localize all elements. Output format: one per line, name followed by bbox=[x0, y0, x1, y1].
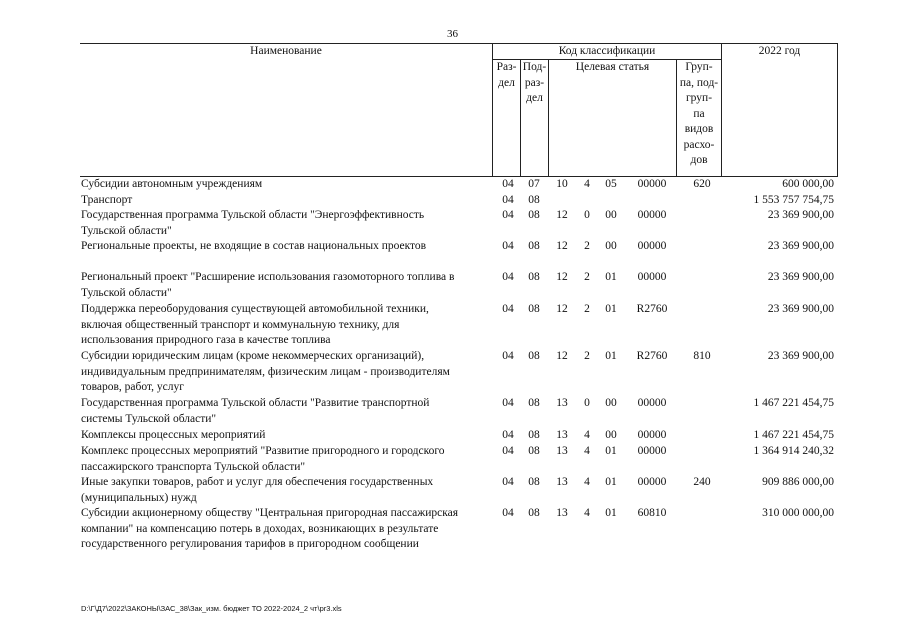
row-razd: 04 bbox=[502, 429, 514, 441]
row-podr: 08 bbox=[528, 240, 540, 252]
row-name-line: Поддержка переоборудования существующей автомобильной техники, bbox=[81, 303, 429, 315]
row-prog: 13 bbox=[556, 507, 568, 519]
header-subsection bbox=[521, 60, 548, 107]
row-dir: 60810 bbox=[637, 507, 667, 519]
row-name-line: Иные закупки товаров, работ и услуг для обеспечения государственных bbox=[81, 476, 434, 488]
header-group-line: Груп- bbox=[685, 61, 713, 73]
row-name-line: использования природного газа в качестве топлива bbox=[81, 334, 331, 346]
header-subsection-line: дел bbox=[526, 92, 543, 104]
row-sub: 0 bbox=[584, 209, 590, 221]
header-subsection-line: Под- bbox=[522, 61, 547, 73]
row-name bbox=[81, 444, 491, 475]
row-name-line: Транспорт bbox=[81, 194, 133, 206]
row-vid: 240 bbox=[693, 476, 711, 488]
row-name-line: Субсидии автономным учреждениям bbox=[81, 178, 263, 190]
row-name-line: включая общественный транспорт и коммунальную технику, для bbox=[81, 318, 400, 331]
file-path-footer: D:\Г\Д7\2022\ЗАКОНЫ\ЗАС_38\Зак_изм. бюджет ТО 2022-2024_2 чт\pr3.xls bbox=[81, 604, 342, 613]
page-number: 36 bbox=[447, 28, 458, 40]
row-sub: 2 bbox=[584, 350, 590, 362]
row-dir: R2760 bbox=[636, 303, 668, 315]
row-main: 00 bbox=[605, 209, 617, 221]
header-group-line: видов bbox=[684, 123, 714, 135]
row-podr: 08 bbox=[528, 271, 540, 283]
row-name bbox=[81, 193, 491, 209]
row-sub: 2 bbox=[584, 240, 590, 252]
row-dir: 00000 bbox=[637, 429, 667, 441]
row-name-line: товаров, работ, услуг bbox=[81, 381, 184, 393]
row-sum: 23 369 900,00 bbox=[767, 271, 834, 283]
row-sum: 1 467 221 454,75 bbox=[753, 429, 834, 441]
row-razd: 04 bbox=[502, 271, 514, 283]
row-name bbox=[81, 428, 491, 444]
row-razd: 04 bbox=[502, 476, 514, 488]
row-sub: 2 bbox=[584, 303, 590, 315]
header-code: Код классификации bbox=[558, 45, 656, 57]
row-name-line: Субсидии юридическим лицам (кроме некоммерческих организаций), bbox=[81, 350, 425, 362]
row-prog: 13 bbox=[556, 429, 568, 441]
header-target: Целевая статья bbox=[575, 61, 650, 73]
row-prog: 12 bbox=[556, 271, 568, 283]
row-name-line: Государственная программа Тульской области "Развитие транспортной bbox=[81, 397, 430, 409]
row-name-line: Региональный проект "Расширение использования газомоторного топлива в bbox=[81, 271, 455, 283]
row-sum: 23 369 900,00 bbox=[767, 209, 834, 221]
header-subsection-line: раз- bbox=[524, 76, 545, 89]
row-name bbox=[81, 270, 491, 301]
header-year: 2022 год bbox=[758, 45, 801, 57]
row-podr: 08 bbox=[528, 507, 540, 519]
row-razd: 04 bbox=[502, 194, 514, 206]
row-name-line: (муниципальных) нужд bbox=[81, 491, 197, 504]
row-prog: 12 bbox=[556, 240, 568, 252]
row-name-line: Комплекс процессных мероприятий "Развитие пригородного и городского bbox=[81, 445, 445, 457]
vline-year bbox=[721, 43, 722, 177]
vline-right bbox=[837, 43, 838, 177]
header-section-line: Раз- bbox=[496, 61, 517, 73]
header-name: Наименование bbox=[250, 45, 322, 57]
row-name-line: государственного регулирования тарифов в пригородном сообщении bbox=[81, 538, 419, 550]
row-name bbox=[81, 475, 491, 506]
row-name-line: Государственная программа Тульской области "Энергоэффективность bbox=[81, 209, 425, 221]
vline-podr bbox=[548, 59, 549, 177]
row-podr: 07 bbox=[528, 178, 540, 190]
row-name-line: компании" на компенсацию потерь в доходах, возникающих в результате bbox=[81, 522, 439, 535]
row-dir: 00000 bbox=[637, 476, 667, 488]
row-name bbox=[81, 302, 491, 349]
row-razd: 04 bbox=[502, 350, 514, 362]
row-sub: 2 bbox=[584, 271, 590, 283]
row-dir: 00000 bbox=[637, 397, 667, 409]
row-sum: 1 467 221 454,75 bbox=[753, 397, 834, 409]
row-main: 01 bbox=[605, 476, 617, 488]
row-podr: 08 bbox=[528, 209, 540, 221]
row-podr: 08 bbox=[528, 194, 540, 206]
row-prog: 10 bbox=[556, 178, 568, 190]
row-name bbox=[81, 396, 491, 427]
row-podr: 08 bbox=[528, 445, 540, 457]
row-razd: 04 bbox=[502, 209, 514, 221]
row-main: 01 bbox=[605, 507, 617, 519]
row-sub: 4 bbox=[584, 429, 590, 441]
row-vid: 620 bbox=[693, 178, 711, 190]
row-razd: 04 bbox=[502, 397, 514, 409]
row-name bbox=[81, 208, 491, 239]
row-name-line: Комплексы процессных мероприятий bbox=[81, 429, 266, 441]
row-vid: 810 bbox=[693, 350, 711, 362]
header-group-line: па, под- bbox=[679, 76, 719, 89]
row-dir: 00000 bbox=[637, 209, 667, 221]
row-sub: 4 bbox=[584, 445, 590, 457]
row-main: 01 bbox=[605, 271, 617, 283]
row-dir: 00000 bbox=[637, 271, 667, 283]
row-dir: R2760 bbox=[636, 350, 668, 362]
row-sum: 1 553 757 754,75 bbox=[753, 194, 834, 206]
row-prog: 13 bbox=[556, 476, 568, 488]
row-razd: 04 bbox=[502, 178, 514, 190]
row-podr: 08 bbox=[528, 397, 540, 409]
row-podr: 08 bbox=[528, 350, 540, 362]
row-name bbox=[81, 239, 491, 255]
header-group-line: дов bbox=[690, 154, 708, 166]
row-prog: 12 bbox=[556, 209, 568, 221]
header-group-line: па bbox=[693, 107, 705, 120]
row-main: 00 bbox=[605, 397, 617, 409]
header-group-line: расхо- bbox=[683, 138, 715, 151]
row-name-line: системы Тульской области" bbox=[81, 412, 217, 425]
row-sum: 1 364 914 240,32 bbox=[753, 445, 834, 457]
row-prog: 13 bbox=[556, 397, 568, 409]
row-podr: 08 bbox=[528, 476, 540, 488]
row-sum: 23 369 900,00 bbox=[767, 350, 834, 362]
row-sum: 310 000 000,00 bbox=[762, 507, 834, 519]
row-sub: 4 bbox=[584, 507, 590, 519]
row-razd: 04 bbox=[502, 303, 514, 315]
row-razd: 04 bbox=[502, 240, 514, 252]
row-name bbox=[81, 506, 491, 553]
header-section bbox=[493, 60, 520, 91]
row-razd: 04 bbox=[502, 445, 514, 457]
header-group-line: груп- bbox=[685, 92, 713, 104]
row-prog: 12 bbox=[556, 303, 568, 315]
row-main: 01 bbox=[605, 303, 617, 315]
row-podr: 08 bbox=[528, 303, 540, 315]
row-name-line: пассажирского транспорта Тульской области" bbox=[81, 460, 306, 473]
row-name-line: Тульской области" bbox=[81, 224, 172, 237]
row-razd: 04 bbox=[502, 507, 514, 519]
row-sub: 0 bbox=[584, 397, 590, 409]
row-main: 01 bbox=[605, 445, 617, 457]
header-group bbox=[677, 60, 721, 169]
row-sub: 4 bbox=[584, 476, 590, 488]
row-name-line: Региональные проекты, не входящие в состав национальных проектов bbox=[81, 240, 427, 252]
row-main: 05 bbox=[605, 178, 617, 190]
row-prog: 13 bbox=[556, 445, 568, 457]
row-sub: 4 bbox=[584, 178, 590, 190]
row-name-line: Тульской области" bbox=[81, 286, 172, 299]
row-prog: 12 bbox=[556, 350, 568, 362]
row-podr: 08 bbox=[528, 429, 540, 441]
row-name bbox=[81, 349, 491, 396]
row-sum: 909 886 000,00 bbox=[762, 476, 834, 488]
row-sum: 23 369 900,00 bbox=[767, 240, 834, 252]
row-main: 00 bbox=[605, 240, 617, 252]
row-sum: 600 000,00 bbox=[782, 178, 834, 190]
row-dir: 00000 bbox=[637, 445, 667, 457]
row-main: 00 bbox=[605, 429, 617, 441]
row-name-line: Субсидии акционерному обществу "Центральная пригородная пассажирская bbox=[81, 507, 459, 519]
row-main: 01 bbox=[605, 350, 617, 362]
row-dir: 00000 bbox=[637, 240, 667, 252]
header-section-line: дел bbox=[498, 76, 515, 89]
row-sum: 23 369 900,00 bbox=[767, 303, 834, 315]
row-name bbox=[81, 177, 491, 193]
row-dir: 00000 bbox=[637, 178, 667, 190]
row-name-line: индивидуальным предпринимателям, физическим лицам - производителям bbox=[81, 365, 450, 378]
